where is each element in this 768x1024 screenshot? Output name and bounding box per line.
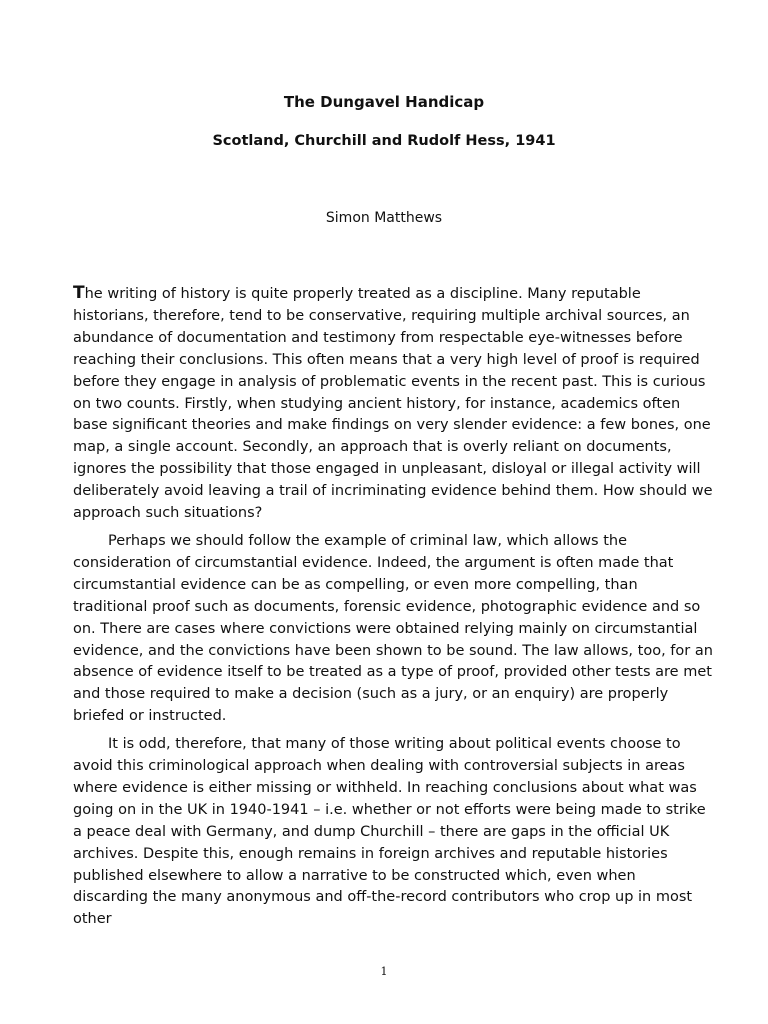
- document-subtitle: Scotland, Churchill and Rudolf Hess, 1941: [212, 133, 556, 149]
- page-number: 1: [380, 965, 388, 978]
- paragraph-2: Perhaps we should follow the example of criminal law, which allows the consideration of circumstantial evidence. Indeed, the argument is often made that circumstantial evidence can be as compelling, or even more compelling, than traditional proof such as documents, forensic evidence, photographic evidence and so on. There are cases where convictions were obtained relying mainly on circumstantial evidence, and the convictions have been shown to be sound. The law allows, too, for an absence of evidence itself to be treated as a type of proof, provided other tests are met and those required to make a decision (such as a jury, or an enquiry) are properly briefed or instructed.: [73, 532, 713, 725]
- paragraph-1-text: he writing of history is quite properly treated as a discipline. Many reputable historians, therefore, tend to be conservative, requiring multiple archival sources, an abundance of documentation and testimony from respectable eye-witnesses before reaching their conclusions. This often means that a very high level of proof is required before they engage in analysis of problematic events in the recent past. This is curious on two counts. Firstly, when studying ancient history, for instance, academics often base significant theories and make findings on very slender evidence: a few bones, one map, a single account. Secondly, an approach that is overly reliant on documents, ignores the possibility that those engaged in unpleasant, disloyal or illegal activity will deliberately avoid leaving a trail of incriminating evidence behind them. How should we approach such situations?: [73, 286, 713, 522]
- document-body: [73, 283, 713, 937]
- drop-cap: T: [73, 283, 85, 303]
- document-title: The Dungavel Handicap: [283, 93, 485, 111]
- paragraph-3: It is odd, therefore, that many of those writing about political events choose to avoid this criminological approach when dealing with controversial subjects in areas where evidence is either missing or withheld. In reaching conclusions about what was going on in the UK in 1940-1941 – i.e. whether or not efforts were being made to strike a peace deal with Germany, and dump Churchill – there are gaps in the official UK archives. Despite this, enough remains in foreign archives and reputable histories published elsewhere to allow a narrative to be constructed which, even when discarding the many anonymous and off-the-record contributors who crop up in most other: [73, 736, 706, 928]
- document-author: Simon Matthews: [325, 210, 443, 226]
- paragraph-1: [73, 283, 713, 525]
